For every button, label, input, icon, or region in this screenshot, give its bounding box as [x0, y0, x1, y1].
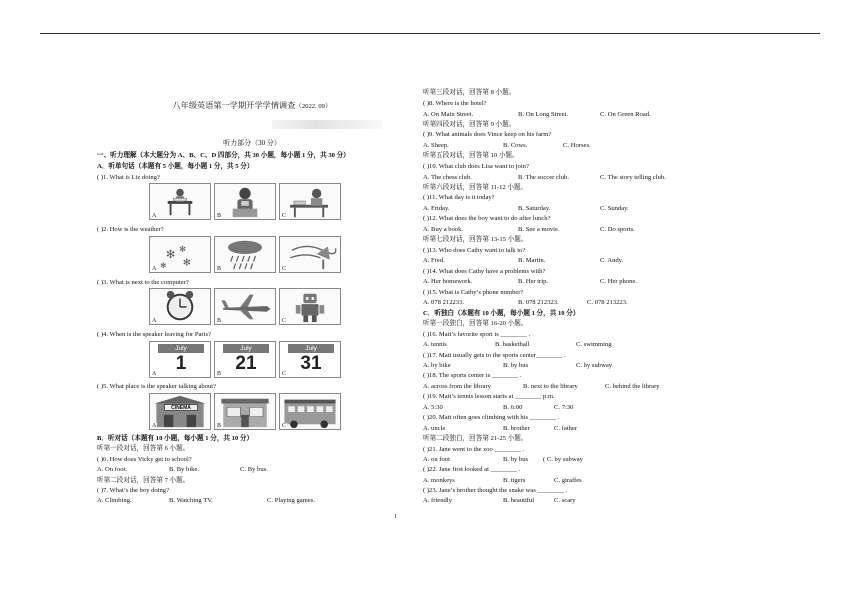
q3-option-b-image: B — [214, 288, 276, 325]
question-16: ( )16. Matt’s favorite sport is ________ . — [423, 331, 531, 338]
dialogue-2-note: 听第二段对话，回答第 7 小题。 — [97, 477, 190, 484]
question-17: ( )17. Matt usually gets to the sports center________ . — [423, 352, 566, 359]
q17-option-b: B. by bus — [503, 362, 529, 369]
question-6: ( )6. How does Vicky get to school? — [97, 456, 192, 463]
q5-option-c-image: C — [279, 393, 341, 430]
question-8: ( )8. Where is the hotel? — [423, 100, 487, 107]
question-21: ( )21. Jane went to the zoo ________ . — [423, 446, 525, 453]
q19-option-b: B. 6:00 — [503, 404, 523, 411]
q19-option-c: C. 7:30 — [554, 404, 574, 411]
question-5: ( )5. What place is the speaker talking about? — [97, 383, 217, 390]
question-20: ( )20. Matt often goes climbing with his ________ . — [423, 414, 560, 421]
dialogue-1-note: 听第一段对话，回答第 6 小题。 — [97, 445, 190, 452]
q8-option-a: A. On Main Street. — [423, 111, 474, 118]
q7-option-b: B. Watching TV. — [169, 497, 213, 504]
q3-option-a-image: A — [149, 288, 211, 325]
q16-option-a: A. tennis — [423, 341, 447, 348]
q20-option-b: B. brother — [503, 425, 530, 432]
question-19: ( )19. Matt’s tennis lesson starts at ________ p.m. — [423, 393, 555, 400]
q13-option-c: C. Andy. — [600, 257, 624, 264]
q8-option-b: B. On Long Street. — [518, 111, 568, 118]
q2-option-a-image: ✻ ✻ ✻ ✻ A — [149, 236, 211, 273]
q13-option-a: A. Fred. — [423, 257, 445, 264]
q7-option-a: A. Climbing. — [97, 497, 132, 504]
q11-option-c: C. Sunday. — [600, 205, 629, 212]
q6-option-c: C. By bus. — [240, 466, 268, 473]
question-11: ( )11. What day is it today? — [423, 194, 495, 201]
q14-option-c: C. Her phone. — [600, 278, 637, 285]
q7-option-c: C. Playing games. — [267, 497, 315, 504]
q19-option-a: A. 5:30 — [423, 404, 443, 411]
q6-option-a: A. On foot. — [97, 466, 128, 473]
svg-text:✻: ✻ — [160, 261, 167, 271]
q5-option-a-image: CINEMA A — [149, 393, 211, 430]
question-22: ( )22. Jane first looked at ________ . — [423, 466, 521, 473]
q12-option-b: B. See a movie. — [518, 226, 560, 233]
q2-option-c-image: C — [279, 236, 341, 273]
svg-text:✻: ✻ — [165, 246, 176, 261]
q18-option-a: A. across from the library — [423, 383, 491, 390]
question-3: ( )3. What is next to the computer? — [97, 279, 189, 286]
q20-option-c: C. father — [554, 425, 578, 432]
q4-option-a-calendar: July 1 A — [149, 341, 211, 378]
question-23: ( )23. Jane’s brother thought the snake was ________ . — [423, 487, 568, 494]
q10-option-c: C. The story telling club. — [600, 174, 666, 181]
dialogue-3-note: 听第三段对话，回答第 8 小题。 — [423, 89, 516, 96]
q18-option-b: B. next to the library — [523, 383, 578, 390]
q17-option-a: A. by bike — [423, 362, 451, 369]
q9-option-b: B. Cows. — [503, 142, 528, 149]
section1-heading: 一、听力理解（本大题分为 A、B、C、D 四部分，共 30 小题，每小题 1 分，共 30 分） — [97, 152, 350, 159]
q4-option-b-calendar: July 21 B — [214, 341, 276, 378]
q12-option-c: C. Do sports. — [600, 226, 635, 233]
monologue-2-note: 听第二段独白，回答第 21-25 小题。 — [423, 435, 528, 442]
monologue-1-note: 听第一段独白，回答第 16-20 小题。 — [423, 320, 528, 327]
q15-option-b: B. 078 212323. — [518, 299, 559, 306]
q1-option-a-image: A — [149, 183, 211, 220]
svg-text:✻: ✻ — [182, 257, 191, 269]
q4-option-c-calendar: July 31 C — [279, 341, 341, 378]
dialogue-5-note: 听第五段对话，回答第 10 小题。 — [423, 152, 519, 159]
svg-text:✻: ✻ — [179, 245, 187, 256]
q1-option-c-image: C — [279, 183, 341, 220]
question-1: ( )1. What is Liz doing? — [97, 174, 160, 181]
exam-title: 八年级英语第一学期开学学情调查（2022. 09） — [172, 101, 332, 110]
question-9: ( )9. What animals does Vince keep on his farm? — [423, 131, 552, 138]
q14-option-a: A. Her homework. — [423, 278, 473, 285]
q15-option-c: C. 078 213223. — [587, 299, 628, 306]
dialogue-6-note: 听第六段对话，回答第 11-12 小题。 — [423, 184, 528, 191]
q6-option-b: B. By bike. — [169, 466, 200, 473]
q22-option-c: C. giraffes — [554, 477, 582, 484]
cinema-sign: CINEMA — [164, 404, 198, 411]
question-15: ( )15. What is Cathy’s phone number? — [423, 289, 524, 296]
q18-option-c: C. behind the library — [605, 383, 660, 390]
page-number: 1 — [394, 514, 397, 520]
redacted-mark — [272, 120, 382, 129]
partC-heading: C．听独白（本题有 10 小题，每小题 1 分，共 10 分） — [423, 310, 580, 317]
q15-option-a: A. 078 212233. — [423, 299, 465, 306]
partB-heading: B．听对话（本题有 10 小题，每小题 1 分，共 10 分） — [97, 435, 254, 442]
q10-option-a: A. The chess club. — [423, 174, 472, 181]
q22-option-b: B. tigers — [503, 477, 526, 484]
q3-option-c-image: C — [279, 288, 341, 325]
q12-option-a: A. Buy a book. — [423, 226, 464, 233]
question-18: ( )18. The sports center is ________ . — [423, 372, 522, 379]
q21-option-a: A. on foot — [423, 456, 450, 463]
q20-option-a: A. uncle — [423, 425, 446, 432]
q21-option-b: B. by bus — [503, 456, 529, 463]
q23-option-c: C. scary — [554, 497, 576, 504]
question-2: ( )2. How is the weather? — [97, 226, 164, 233]
q16-option-b: B. basketball — [495, 341, 530, 348]
question-4: ( )4. When is the speaker leaving for Paris? — [97, 331, 211, 338]
dialogue-7-note: 听第七段对话，回答第 13-15 小题。 — [423, 236, 528, 243]
listening-part-title: 听力部分（30 分） — [223, 139, 281, 147]
q2-option-b-image: B — [214, 236, 276, 273]
q1-option-b-image: B — [214, 183, 276, 220]
top-rule — [40, 33, 820, 34]
q23-option-b: B. beautiful — [503, 497, 535, 504]
q17-option-c: C. by subway — [576, 362, 613, 369]
q16-option-c: C. swimming — [576, 341, 612, 348]
q21-option-c: ( C. by subway — [543, 456, 583, 463]
q22-option-a: A. monkeys — [423, 477, 455, 484]
q11-option-a: A. Friday. — [423, 205, 450, 212]
q10-option-b: B. The soccer club. — [518, 174, 569, 181]
q11-option-b: B. Saturday. — [518, 205, 551, 212]
q8-option-c: C. On Green Road. — [600, 111, 651, 118]
question-10: ( )10. What club does Lisa want to join? — [423, 163, 529, 170]
q9-option-c: C. Horses. — [563, 142, 591, 149]
q23-option-a: A. friendly — [423, 497, 452, 504]
dialogue-4-note: 听第四段对话，回答第 9 小题。 — [423, 121, 516, 128]
q14-option-b: B. Her trip. — [518, 278, 549, 285]
question-14: ( )14. What does Cathy have a problems with? — [423, 268, 546, 275]
partA-heading: A．听单句话（本题有 5 小题，每小题 1 分，共 5 分） — [97, 163, 254, 170]
q5-option-b-image: B — [214, 393, 276, 430]
q9-option-a: A. Sheep. — [423, 142, 449, 149]
q13-option-b: B. Martin. — [518, 257, 546, 264]
question-13: ( )13. Who does Cathy want to talk to? — [423, 247, 526, 254]
question-7: ( )7. What’s the boy doing? — [97, 487, 170, 494]
question-12: ( )12. What does the boy want to do after lunch? — [423, 215, 551, 222]
